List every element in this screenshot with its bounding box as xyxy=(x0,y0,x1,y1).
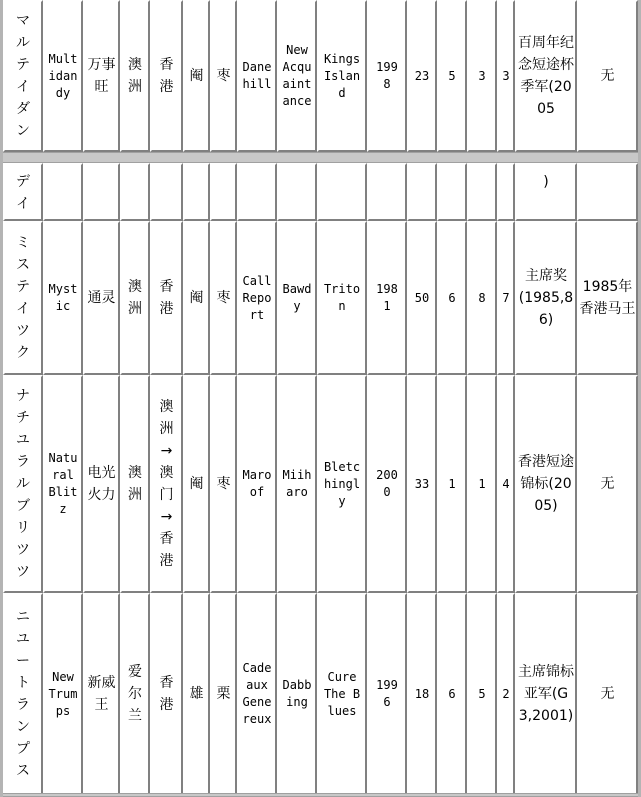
kana-text: ナチユラルブリツツ xyxy=(16,388,30,580)
race-text: 香港短途锦标(2005) xyxy=(518,454,574,514)
damsire-text: Bletchingly xyxy=(323,459,361,508)
place-text: 香港 xyxy=(159,279,174,317)
cell-dam xyxy=(277,0,317,152)
cell-year xyxy=(367,163,407,221)
en-text: Natural Blitz xyxy=(48,451,82,516)
origin-text: 澳洲 xyxy=(128,465,142,503)
sire-text: Danehill xyxy=(242,60,272,91)
thirds-text: 4 xyxy=(502,476,510,491)
color-text: 栗 xyxy=(216,686,231,702)
dam-text: Bawdy xyxy=(282,282,312,313)
starts-text: 33 xyxy=(414,476,430,491)
cell-kana xyxy=(3,375,43,593)
race-text: 主席奖(1985,86) xyxy=(518,268,574,328)
sire-text: Cadeaux Genereux xyxy=(242,661,276,726)
thirds-text: 3 xyxy=(502,68,510,83)
cell-year xyxy=(367,375,407,593)
sex-text: 雄 xyxy=(189,686,204,702)
award-text: 无 xyxy=(600,476,615,492)
origin-text: 澳洲 xyxy=(128,279,142,317)
year-text: 1998 xyxy=(376,60,398,91)
cell-color xyxy=(210,593,237,795)
cell-thirds xyxy=(497,163,515,221)
cell-color xyxy=(210,221,237,375)
cell-wins xyxy=(437,375,467,593)
table-row xyxy=(0,221,641,375)
cell-dam xyxy=(277,221,317,375)
cell-origin xyxy=(120,221,150,375)
cell-color xyxy=(210,163,237,221)
cell-award xyxy=(577,221,638,375)
color-text: 枣 xyxy=(216,476,231,492)
cell-sire xyxy=(237,375,277,593)
en-text: Multidandy xyxy=(48,51,78,100)
cell-zh xyxy=(83,163,120,221)
cell-race xyxy=(515,0,577,152)
cell-place xyxy=(150,375,183,593)
cell-thirds xyxy=(497,593,515,795)
cell-sire xyxy=(237,163,277,221)
cell-starts xyxy=(407,593,437,795)
cell-wins xyxy=(437,593,467,795)
cell-starts xyxy=(407,221,437,375)
cell-en xyxy=(43,221,83,375)
kana-text: デイ xyxy=(16,174,30,212)
cell-sex xyxy=(183,0,210,152)
cell-seconds xyxy=(467,221,497,375)
origin-text: 爱尔兰 xyxy=(128,664,142,724)
thirds-text: 2 xyxy=(502,686,510,701)
kana-text: ミステイツク xyxy=(16,235,30,361)
sex-text: 阉 xyxy=(189,290,204,306)
dam-text: Dabbing xyxy=(282,678,312,709)
cell-damsire xyxy=(317,221,367,375)
cell-kana xyxy=(3,593,43,795)
cell-sex xyxy=(183,221,210,375)
race-text: 百周年纪念短途杯季军(2005 xyxy=(518,35,574,117)
seconds-text: 1 xyxy=(478,476,486,491)
dam-text: Miiharo xyxy=(282,468,312,499)
cell-sire xyxy=(237,0,277,152)
cell-year xyxy=(367,593,407,795)
seconds-text: 8 xyxy=(478,290,486,305)
zh-text: 万事旺 xyxy=(87,57,116,95)
cell-award xyxy=(577,163,638,221)
color-text: 枣 xyxy=(216,290,231,306)
cell-dam xyxy=(277,163,317,221)
place-text: 香港 xyxy=(159,675,174,713)
cell-starts xyxy=(407,0,437,152)
color-text: 枣 xyxy=(216,68,231,84)
cell-zh xyxy=(83,593,120,795)
cell-zh xyxy=(83,0,120,152)
cell-dam xyxy=(277,375,317,593)
place-text: 澳洲→澳门→香港 xyxy=(159,399,174,569)
cell-damsire xyxy=(317,163,367,221)
cell-seconds xyxy=(467,0,497,152)
cell-thirds xyxy=(497,375,515,593)
cell-wins xyxy=(437,0,467,152)
table-row xyxy=(0,375,641,593)
wins-text: 6 xyxy=(448,686,456,701)
cell-en xyxy=(43,593,83,795)
award-text: 无 xyxy=(600,68,615,84)
cell-damsire xyxy=(317,0,367,152)
dam-text: New Acquaintance xyxy=(282,43,316,108)
cell-place xyxy=(150,163,183,221)
cell-award xyxy=(577,375,638,593)
cell-award xyxy=(577,0,638,152)
kana-text: マルテイダン xyxy=(16,13,30,139)
cell-seconds xyxy=(467,593,497,795)
cell-race xyxy=(515,593,577,795)
wins-text: 1 xyxy=(448,476,456,491)
sex-text: 阉 xyxy=(189,68,204,84)
en-text: Mystic xyxy=(48,282,78,313)
cell-damsire xyxy=(317,593,367,795)
cell-color xyxy=(210,0,237,152)
cell-thirds xyxy=(497,0,515,152)
cell-year xyxy=(367,221,407,375)
kana-text: ニユートランプス xyxy=(16,609,30,779)
origin-text: 澳洲 xyxy=(128,57,142,95)
table-row xyxy=(0,0,641,152)
race-text: ) xyxy=(543,174,549,190)
cell-color xyxy=(210,375,237,593)
cell-en xyxy=(43,375,83,593)
year-text: 1996 xyxy=(376,678,398,709)
cell-kana xyxy=(3,0,43,152)
starts-text: 50 xyxy=(414,290,430,305)
cell-race xyxy=(515,375,577,593)
starts-text: 23 xyxy=(414,68,430,83)
cell-kana xyxy=(3,221,43,375)
cell-dam xyxy=(277,593,317,795)
seconds-text: 3 xyxy=(478,68,486,83)
damsire-text: Cure The Blues xyxy=(323,669,364,718)
cell-sire xyxy=(237,593,277,795)
cell-sex xyxy=(183,593,210,795)
cell-award xyxy=(577,593,638,795)
zh-text: 新威王 xyxy=(87,675,116,713)
cell-place xyxy=(150,593,183,795)
row-separator xyxy=(0,793,641,797)
zh-text: 电光火力 xyxy=(87,465,116,503)
damsire-text: Triton xyxy=(323,282,361,313)
cell-en xyxy=(43,0,83,152)
cell-kana xyxy=(3,163,43,221)
table-row xyxy=(0,593,641,795)
cell-damsire xyxy=(317,375,367,593)
cell-zh xyxy=(83,221,120,375)
cell-zh xyxy=(83,375,120,593)
damsire-text: Kings Island xyxy=(323,51,368,100)
award-text: 无 xyxy=(600,686,615,702)
row-separator xyxy=(0,152,641,163)
cell-origin xyxy=(120,0,150,152)
cell-seconds xyxy=(467,163,497,221)
wins-text: 6 xyxy=(448,290,456,305)
year-text: 1981 xyxy=(376,282,398,313)
cell-thirds xyxy=(497,221,515,375)
thirds-text: 7 xyxy=(502,290,510,305)
sex-text: 阉 xyxy=(189,476,204,492)
cell-origin xyxy=(120,163,150,221)
cell-year xyxy=(367,0,407,152)
cell-wins xyxy=(437,163,467,221)
cell-place xyxy=(150,221,183,375)
cell-starts xyxy=(407,163,437,221)
cell-origin xyxy=(120,375,150,593)
cell-seconds xyxy=(467,375,497,593)
cell-sex xyxy=(183,375,210,593)
cell-race xyxy=(515,163,577,221)
sire-text: Maroof xyxy=(242,468,272,499)
seconds-text: 5 xyxy=(478,686,486,701)
en-text: New Trumps xyxy=(48,669,82,718)
cell-en xyxy=(43,163,83,221)
sire-text: Call Report xyxy=(242,273,279,322)
zh-text: 通灵 xyxy=(87,290,116,306)
cell-place xyxy=(150,0,183,152)
cell-origin xyxy=(120,593,150,795)
cell-sex xyxy=(183,163,210,221)
award-text: 1985年香港马王 xyxy=(579,279,636,317)
race-text: 主席锦标亚军(G3,2001) xyxy=(518,664,574,724)
starts-text: 18 xyxy=(414,686,430,701)
cell-sire xyxy=(237,221,277,375)
table-row xyxy=(0,163,641,221)
place-text: 香港 xyxy=(159,57,174,95)
cell-wins xyxy=(437,221,467,375)
cell-race xyxy=(515,221,577,375)
cell-starts xyxy=(407,375,437,593)
year-text: 2000 xyxy=(376,468,398,499)
wins-text: 5 xyxy=(448,68,456,83)
